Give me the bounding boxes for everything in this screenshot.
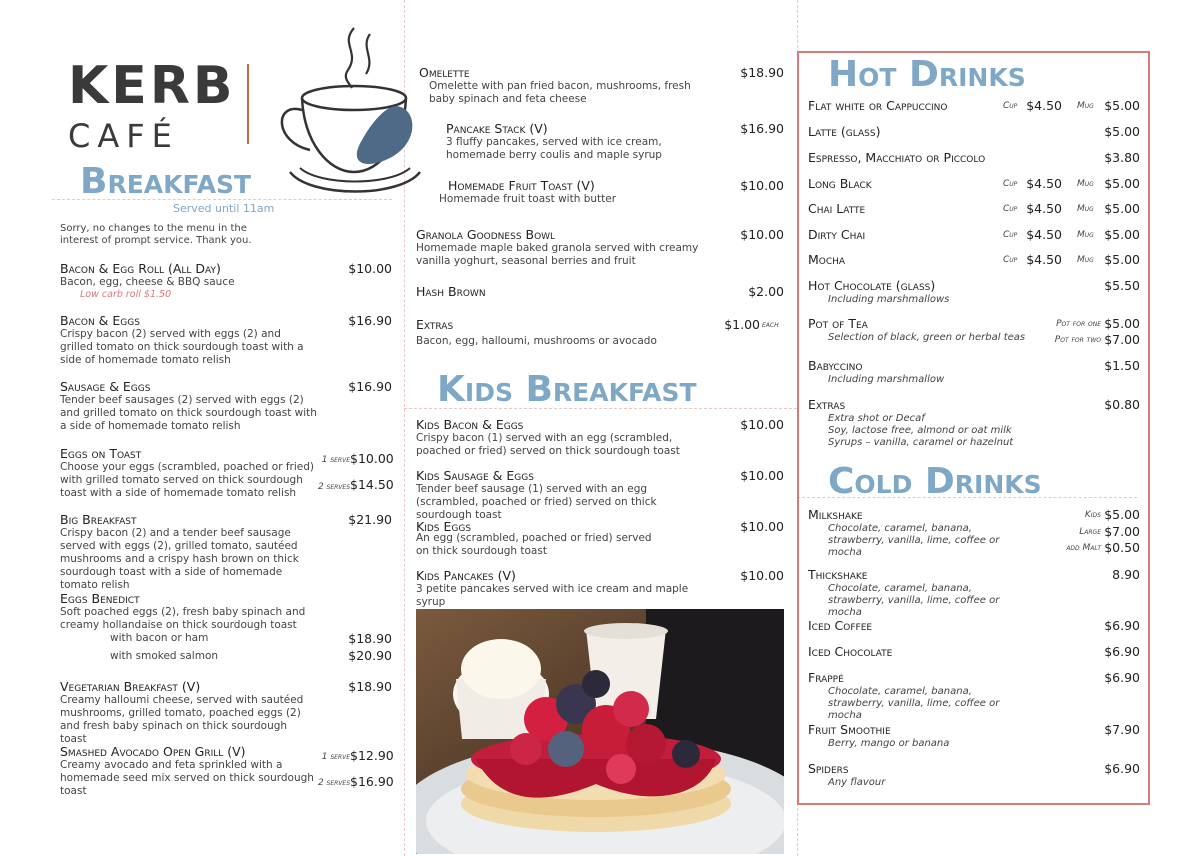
menu-item-name: Hot Chocolate (glass) xyxy=(808,278,936,293)
size-label: Mug xyxy=(1077,255,1094,265)
menu-item-desc: Chocolate, caramel, banana, strawberry, vanilla, lime, coffee or mocha xyxy=(828,686,1000,721)
size-label: Cup xyxy=(1003,255,1018,265)
pancake-photo xyxy=(416,609,784,854)
menu-item-name: Fruit Smoothie xyxy=(808,722,891,737)
menu-item-price: $7.00 xyxy=(1104,332,1140,347)
menu-item-name: Eggs on Toast xyxy=(60,446,142,461)
menu-item-name: Espresso, Macchiato or Piccolo xyxy=(808,150,986,165)
menu-item-name: Chai Latte xyxy=(808,201,866,216)
menu-item-price: $10.00 xyxy=(740,178,784,193)
menu-item-name: Thickshake xyxy=(808,567,868,582)
menu-item-desc: Homemade maple baked granola served with creamy vanilla yoghurt, seasonal berries and fruit xyxy=(416,242,699,267)
menu-item-price: $6.90 xyxy=(1104,670,1140,685)
menu-item-desc: Including marshmallow xyxy=(828,374,945,385)
menu-item-price: $10.00 xyxy=(348,261,392,276)
menu-item-name: Homemade Fruit Toast (V) xyxy=(448,178,595,193)
menu-item-name: Latte (glass) xyxy=(808,124,881,139)
menu-item-price: $5.00 xyxy=(1104,124,1140,139)
menu-item-price: $5.00 xyxy=(1104,316,1140,331)
menu-item-name: Long Black xyxy=(808,176,872,191)
cold-drinks-title: Cold Drinks xyxy=(828,461,1042,502)
size-label: Large xyxy=(1079,527,1101,537)
size-label: add Malt xyxy=(1066,543,1101,553)
menu-item-desc: Tender beef sausage (1) served with an egg (scrambled, poached or fried) served on thick sourdough toast xyxy=(416,483,657,521)
menu-item-desc: Crispy bacon (2) and a tender beef sausage served with eggs (2), grilled tomato, sautéed mushrooms and a crispy hash brown on thick sourdough toast with a side of homemade tomato relish xyxy=(60,527,299,591)
menu-item-name: Vegetarian Breakfast (V) xyxy=(60,679,201,694)
menu-item-name: Frappé xyxy=(808,670,844,685)
menu-item-price: $16.90 xyxy=(740,121,784,136)
serve-option: 1 serve xyxy=(321,455,350,465)
menu-item-name: Iced Chocolate xyxy=(808,644,893,659)
menu-item-desc: 3 petite pancakes served with ice cream and maple syrup xyxy=(416,583,689,608)
menu-item-price: $4.50 xyxy=(1026,98,1062,113)
menu-item-price: $4.50 xyxy=(1026,227,1062,242)
menu-item-price: $10.00 xyxy=(740,519,784,534)
breakfast-note: Sorry, no changes to the menu in the interest of prompt service. Thank you. xyxy=(60,223,252,246)
coffee-cup-icon xyxy=(270,22,430,212)
menu-item-price: $5.00 xyxy=(1104,176,1140,191)
menu-item-price: $1.50 xyxy=(1104,358,1140,373)
menu-item-name: Omelette xyxy=(419,65,470,80)
menu-item-name: Hash Brown xyxy=(416,284,486,299)
menu-item-desc: Soy, lactose free, almond or oat milk xyxy=(828,425,1012,436)
menu-item-price: $6.90 xyxy=(1104,618,1140,633)
menu-item-name: Kids Eggs xyxy=(416,519,472,534)
menu-item-extra: Low carb roll $1.50 xyxy=(80,289,172,300)
menu-item-name: Babyccino xyxy=(808,358,863,373)
serve-option: 2 serves xyxy=(317,482,350,492)
brand-sub: CAFÉ xyxy=(68,117,179,155)
menu-item-name: Pancake Stack (V) xyxy=(446,121,548,136)
breakfast-subtitle: Served until 11am xyxy=(173,202,275,215)
menu-item-desc: Selection of black, green or herbal teas xyxy=(828,332,1026,343)
menu-item-price: 8.90 xyxy=(1112,567,1140,582)
menu-item-name: Flat white or Cappuccino xyxy=(808,98,948,113)
menu-item-price: $4.50 xyxy=(1026,176,1062,191)
menu-item-desc: Syrups – vanilla, caramel or hazelnut xyxy=(828,437,1014,448)
menu-item-price: $16.90 xyxy=(348,313,392,328)
menu-item-name: Big Breakfast xyxy=(60,512,137,527)
pot-option: Pot for one xyxy=(1056,319,1101,329)
size-label: Cup xyxy=(1003,230,1018,240)
menu-item-price: $7.90 xyxy=(1104,722,1140,737)
menu-item-desc: Homemade fruit toast with butter xyxy=(439,193,617,205)
menu-item-price: $5.00 xyxy=(1104,98,1140,113)
menu-item-desc: Creamy avocado and feta sprinkled with a homemade seed mix served on thick sourdough toast xyxy=(60,759,314,797)
size-label: Cup xyxy=(1003,204,1018,214)
size-label: Mug xyxy=(1077,101,1094,111)
menu-item-price: $20.90 xyxy=(348,648,392,663)
menu-item-name: Extras xyxy=(808,397,846,412)
menu-item-desc: An egg (scrambled, poached or fried) served on thick sourdough toast xyxy=(416,532,652,557)
menu-item-price: $7.00 xyxy=(1104,524,1140,539)
menu-item-desc: Omelette with pan fried bacon, mushrooms, fresh baby spinach and feta cheese xyxy=(429,80,691,105)
menu-item-price: $14.50 xyxy=(350,477,394,492)
size-label: Kids xyxy=(1084,510,1101,520)
size-label: Mug xyxy=(1077,230,1094,240)
menu-item-desc: Crispy bacon (2) served with eggs (2) and grilled tomato on thick sourdough toast with a side of homemade tomato relish xyxy=(60,328,304,366)
menu-item-price: $4.50 xyxy=(1026,201,1062,216)
menu-item-price: $18.90 xyxy=(740,65,784,80)
menu-item-price: $18.90 xyxy=(348,679,392,694)
menu-item-price: $10.00 xyxy=(350,451,394,466)
menu-item-name: Extras xyxy=(416,317,454,332)
menu-item-price: $18.90 xyxy=(348,631,392,646)
menu-item-name: Sausage & Eggs xyxy=(60,379,151,394)
menu-item-price: $0.50 xyxy=(1104,540,1140,555)
price-unit: each xyxy=(762,320,779,330)
menu-item-price: $10.00 xyxy=(740,227,784,242)
size-label: Mug xyxy=(1077,179,1094,189)
menu-item-name: Kids Sausage & Eggs xyxy=(416,468,534,483)
menu-item-price: $3.80 xyxy=(1104,150,1140,165)
logo-bar xyxy=(247,64,249,144)
menu-item-price: $6.90 xyxy=(1104,644,1140,659)
menu-item-name: Kids Bacon & Eggs xyxy=(416,417,524,432)
menu-item-price: $21.90 xyxy=(348,512,392,527)
menu-item-price: $10.00 xyxy=(740,468,784,483)
menu-item-name: Bacon & Eggs xyxy=(60,313,140,328)
menu-item-sub: with smoked salmon xyxy=(110,650,219,662)
serve-option: 2 serves xyxy=(317,778,350,788)
menu-item-desc: Tender beef sausages (2) served with eggs (2) and grilled tomato on thick sourdough toast with a side of homemade tomato relish xyxy=(60,394,317,432)
menu-item-desc: Any flavour xyxy=(828,777,886,788)
serve-option: 1 serve xyxy=(321,752,350,762)
menu-item-sub: with bacon or ham xyxy=(110,632,209,644)
size-label: Mug xyxy=(1077,204,1094,214)
menu-item-desc: Chocolate, caramel, banana, strawberry, vanilla, lime, coffee or mocha xyxy=(828,583,1000,618)
menu-item-desc: Soft poached eggs (2), fresh baby spinach and creamy hollandaise on thick sourdough toast xyxy=(60,606,306,631)
breakfast-title: Breakfast xyxy=(80,161,252,202)
menu-item-price: $0.80 xyxy=(1104,397,1140,412)
menu-item-name: Iced Coffee xyxy=(808,618,873,633)
menu-item-name: Bacon & Egg Roll (All Day) xyxy=(60,261,221,276)
menu-item-price: $4.50 xyxy=(1026,252,1062,267)
menu-item-name: Spiders xyxy=(808,761,849,776)
menu-item-desc: Bacon, egg, cheese & BBQ sauce xyxy=(60,276,235,288)
menu-item-name: Milkshake xyxy=(808,507,863,522)
menu-item-price: $10.00 xyxy=(740,568,784,583)
menu-item-desc: Including marshmallows xyxy=(828,294,950,305)
menu-item-price: $1.00 xyxy=(724,317,760,332)
menu-item-price: $5.00 xyxy=(1104,252,1140,267)
menu-item-price: $5.50 xyxy=(1104,278,1140,293)
menu-item-desc: Choose your eggs (scrambled, poached or fried) with grilled tomato served on thick sourdough toast with a side of homemade tomato relish xyxy=(60,461,314,499)
menu-item-price: $16.90 xyxy=(348,379,392,394)
brand-name: KERB xyxy=(68,56,236,116)
menu-item-price: $5.00 xyxy=(1104,201,1140,216)
menu-item-price: $16.90 xyxy=(350,774,394,789)
brand-logo xyxy=(68,56,248,156)
size-label: Cup xyxy=(1003,179,1018,189)
menu-item-price: $5.00 xyxy=(1104,507,1140,522)
menu-item-desc: Bacon, egg, halloumi, mushrooms or avocado xyxy=(416,335,657,347)
menu-item-name: Mocha xyxy=(808,252,846,267)
menu-item-name: Kids Pancakes (V) xyxy=(416,568,516,583)
pot-option: Pot for two xyxy=(1054,335,1101,345)
menu-item-price: $12.90 xyxy=(350,748,394,763)
kids-title: Kids Breakfast xyxy=(437,369,697,410)
menu-item-name: Pot of Tea xyxy=(808,316,868,331)
menu-item-name: Smashed Avocado Open Grill (V) xyxy=(60,744,246,759)
menu-item-price: $10.00 xyxy=(740,417,784,432)
menu-item-desc: Creamy halloumi cheese, served with sautéed mushrooms, grilled tomato, poached eggs (2) and fresh baby spinach on thick sourdough toast xyxy=(60,694,304,745)
menu-item-price: $6.90 xyxy=(1104,761,1140,776)
menu-item-price: $2.00 xyxy=(748,284,784,299)
size-label: Cup xyxy=(1003,101,1018,111)
hot-drinks-title: Hot Drinks xyxy=(828,54,1026,95)
menu-item-name: Dirty Chai xyxy=(808,227,866,242)
menu-item-price: $5.00 xyxy=(1104,227,1140,242)
menu-item-desc: 3 fluffy pancakes, served with ice cream, homemade berry coulis and maple syrup xyxy=(446,136,662,161)
menu-item-desc: Berry, mango or banana xyxy=(828,738,950,749)
menu-item-desc: Crispy bacon (1) served with an egg (scrambled, poached or fried) served on thick sourdough toast xyxy=(416,432,680,457)
menu-item-desc: Extra shot or Decaf xyxy=(828,413,925,424)
menu-item-name: Granola Goodness Bowl xyxy=(416,227,556,242)
menu-item-desc: Chocolate, caramel, banana, strawberry, vanilla, lime, coffee or mocha xyxy=(828,523,1000,558)
menu-item-name: Eggs Benedict xyxy=(60,591,140,606)
